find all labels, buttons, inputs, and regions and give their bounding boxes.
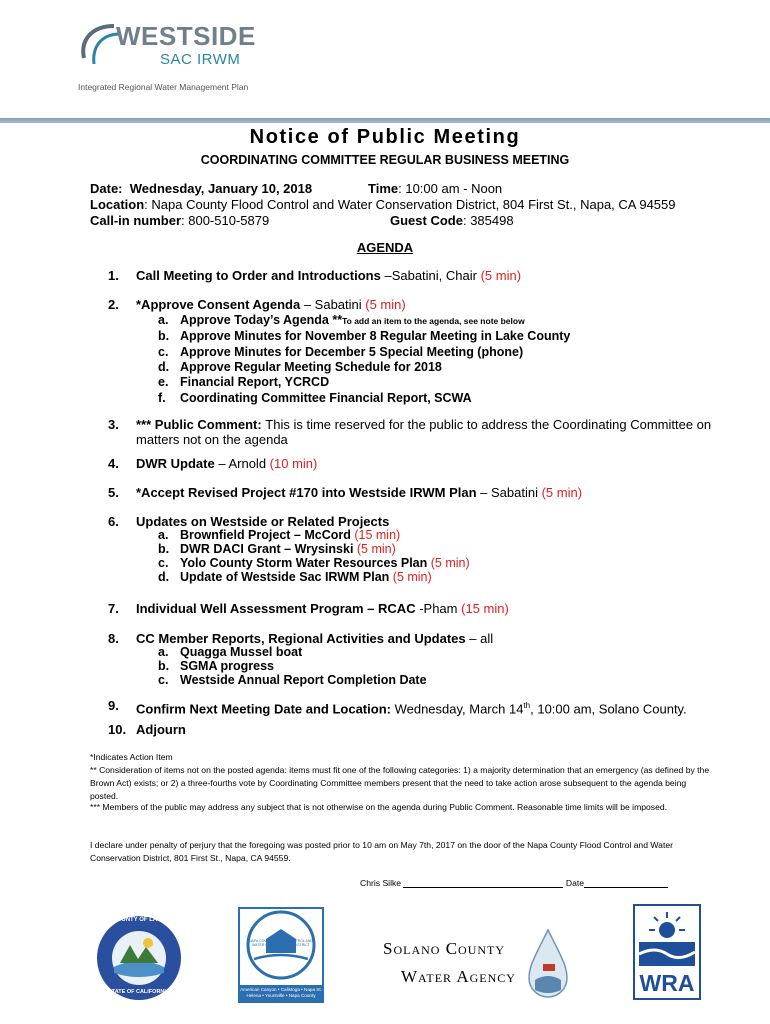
page-title: Notice of Public Meeting <box>249 126 521 148</box>
sub-letter: c. <box>158 556 169 570</box>
sub-duration: (5 min) <box>430 556 470 570</box>
sub-letter: b. <box>158 329 170 343</box>
sub-text: DWR DACI Grant – Wrysinski <box>180 542 357 556</box>
solano-county-water-agency-logo <box>383 935 533 995</box>
item-number: 5. <box>108 485 119 500</box>
date-label: Date <box>565 878 585 888</box>
consent-item-d <box>158 360 442 374</box>
report-item-c <box>158 673 427 687</box>
ordinal-suffix: th <box>523 701 531 710</box>
item-number: 8. <box>108 631 119 646</box>
sub-letter: b. <box>158 659 170 673</box>
item-number: 9. <box>108 698 119 713</box>
sub-note: To add an item to the agenda, see note below <box>342 316 525 326</box>
sub-letter: a. <box>158 645 169 659</box>
sub-text: Approve Minutes for December 5 Special Meeting (phone) <box>180 345 524 359</box>
consent-item-b <box>158 329 570 343</box>
item-duration: (5 min) <box>480 268 522 283</box>
item-description-end: , 10:00 am, Solano County. <box>530 701 687 717</box>
item-presenter: -Pham <box>419 601 462 616</box>
scwa-line-2: Water Agency <box>401 967 516 986</box>
sub-text: Approve Today’s Agenda ** <box>180 313 343 327</box>
logo-sub: SAC IRWM <box>160 51 241 68</box>
sub-text: Westside Annual Report Completion Date <box>180 673 427 687</box>
item-title: Updates on Westside or Related Projects <box>136 514 390 529</box>
item-number: 4. <box>108 456 119 471</box>
date-line <box>90 181 312 196</box>
item-duration: (5 min) <box>365 297 406 312</box>
napa-ring-text: NAPA COUNTY FLOOD CONTROL AND WATER CONSERVATION DISTRICT <box>249 939 313 947</box>
guest-label: Guest Code <box>390 213 463 228</box>
sub-text: Update of Westside Sac IRWM Plan <box>180 570 393 584</box>
update-item-d <box>158 570 432 584</box>
callin-label: Call-in number <box>90 213 182 228</box>
item-presenter: –Sabatini, Chair <box>384 268 481 283</box>
sub-letter: b. <box>158 542 170 556</box>
location-line <box>90 197 676 212</box>
lake-seal-bottom-text: STATE OF CALIFORNIA <box>108 989 170 995</box>
sub-text: Yolo County Storm Water Resources Plan <box>180 556 431 570</box>
wra-text: WRA <box>639 970 695 996</box>
signature-line <box>360 877 668 888</box>
time-label: Time <box>368 181 399 196</box>
sub-letter: a. <box>158 528 169 542</box>
item-title: DWR Update <box>136 456 219 471</box>
logo-name: WESTSIDE <box>116 21 256 51</box>
time-line <box>368 181 502 196</box>
sub-text: Brownfield Project – McCord <box>180 528 355 542</box>
sub-letter: e. <box>158 375 169 389</box>
sub-letter: d. <box>158 360 170 374</box>
item-presenter: – all <box>469 631 494 646</box>
footnote-triple-star: *** Members of the public may address any subject that is not otherwise on the agenda during Public Comment. Reasonable time limits will be imposed. <box>90 802 668 812</box>
consent-item-a <box>158 313 525 328</box>
item-number: 10. <box>108 722 127 737</box>
callin-line <box>90 213 269 228</box>
item-number: 2. <box>108 297 119 312</box>
consent-item-c <box>158 345 523 359</box>
sub-duration: (15 min) <box>354 528 401 542</box>
item-presenter: – Sabatini <box>480 485 542 500</box>
callin-value: : 800-510-5879 <box>181 213 270 228</box>
meeting-subtitle: COORDINATING COMMITTEE REGULAR BUSINESS MEETING <box>200 153 570 167</box>
declaration: I declare under penalty of perjury that the foregoing was posted prior to 10 am on May 7th, 2017 on the door of the Napa County Flood Control and Water Conservation District, 801 First St., Napa, CA 94559. <box>90 840 673 863</box>
date-value: Wednesday, January 10, 2018 <box>129 181 313 196</box>
signer-name: Chris Silke <box>360 878 402 888</box>
item-presenter: – Sabatini <box>303 297 366 312</box>
footnote-double-star: ** Consideration of items not on the posted agenda: items must fit one of the following categories: 1) a majority determination that an emergency (as defined by the Brown Act) exists; or 2) a three-fourths vote by Coordinating Committee members present that the need to take action arose subsequent to the agenda being posted. <box>90 765 710 801</box>
report-item-b <box>158 659 274 673</box>
item-description: This is time reserved for the public to address the Coordinating Committee on matters not on the agenda <box>136 417 712 447</box>
logo-tagline: Integrated Regional Water Management Plan <box>78 82 249 92</box>
sub-text: SGMA progress <box>180 659 275 673</box>
scwa-line-1: Solano County <box>383 939 506 958</box>
update-item-c <box>158 556 470 570</box>
item-number: 3. <box>108 417 119 432</box>
sub-letter: c. <box>158 673 169 687</box>
guest-value: : 385498 <box>462 213 514 228</box>
guest-line <box>390 213 514 228</box>
date-blank <box>584 877 668 888</box>
sub-text: Financial Report, YCRCD <box>180 375 330 389</box>
agenda-heading: AGENDA <box>356 240 414 255</box>
item-duration: (5 min) <box>541 485 583 500</box>
item-number: 7. <box>108 601 119 616</box>
item-title: *** Public Comment: <box>136 417 266 432</box>
sub-duration: (5 min) <box>392 570 432 584</box>
sub-text: Quagga Mussel boat <box>180 645 303 659</box>
item-title: Confirm Next Meeting Date and Location: <box>136 701 395 717</box>
wra-logo <box>633 904 701 1000</box>
sub-text: Approve Regular Meeting Schedule for 2018 <box>180 360 442 374</box>
location-value: : Napa County Flood Control and Water Conservation District, 804 First St., Napa, CA 94559 <box>144 197 676 212</box>
napa-caption: American Canyon • Calistoga • Napa St. Helena • Yountville • Napa County <box>240 985 322 1001</box>
item-title: Individual Well Assessment Program – RCAC <box>136 601 420 616</box>
item-presenter: – Arnold <box>218 456 270 471</box>
item-title: CC Member Reports, Regional Activities and Updates <box>136 631 470 646</box>
update-item-a <box>158 528 400 542</box>
item-title: Call Meeting to Order and Introductions <box>136 268 385 283</box>
date-label: Date: <box>90 181 123 196</box>
item-number: 6. <box>108 514 119 529</box>
item-title: *Approve Consent Agenda <box>136 297 304 312</box>
report-item-a <box>158 645 302 659</box>
time-value: : 10:00 am - Noon <box>398 181 503 196</box>
sub-duration: (5 min) <box>356 542 396 556</box>
item-description: Wednesday, March 14 <box>394 701 524 717</box>
item-title: Adjourn <box>136 722 186 737</box>
header-rule <box>0 118 770 123</box>
signature-blank <box>403 877 563 888</box>
footnote-action-item: *Indicates Action Item <box>90 752 173 762</box>
sub-letter: f. <box>158 391 166 405</box>
sub-letter: a. <box>158 313 169 327</box>
westside-logo <box>64 18 274 98</box>
consent-item-f <box>158 391 472 405</box>
consent-item-e <box>158 375 329 389</box>
sub-letter: c. <box>158 345 169 359</box>
sub-text: Coordinating Committee Financial Report, SCWA <box>180 391 472 405</box>
water-drop-icon <box>525 928 571 1000</box>
sub-text: Approve Minutes for November 8 Regular Meeting in Lake County <box>180 329 571 343</box>
item-duration: (15 min) <box>461 601 509 616</box>
update-item-b <box>158 542 396 556</box>
lake-seal-top-text: COUNTY OF LAKE <box>112 917 166 923</box>
item-duration: (10 min) <box>269 456 318 471</box>
lake-county-seal <box>96 915 182 1001</box>
sun-river-icon <box>635 906 699 970</box>
location-label: Location <box>90 197 145 212</box>
napa-flood-control-logo <box>238 907 324 1003</box>
item-number: 1. <box>108 268 119 283</box>
sub-letter: d. <box>158 570 170 584</box>
item-title: *Accept Revised Project #170 into Westside IRWM Plan <box>136 485 481 500</box>
